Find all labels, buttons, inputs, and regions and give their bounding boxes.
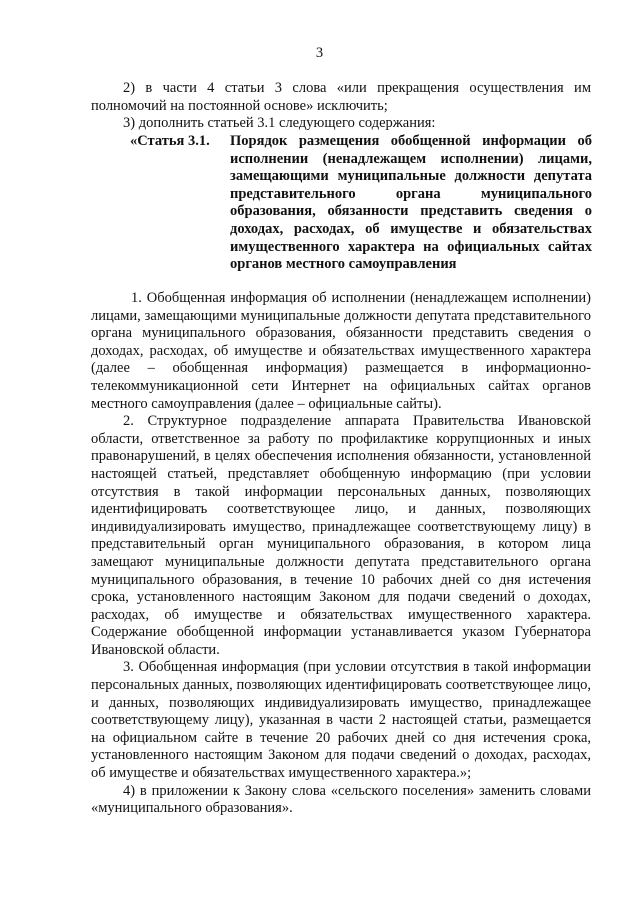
- paragraph-part-2: 2. Структурное подразделение аппарата Правительства Ивановской области, ответственное за работу по профилактике коррупционных и иных правонарушений, в целях обеспечения исполнения обязанности, установленной настоящей статьей, представляет обобщенную информацию (при условии отсутствия в такой информации персональных данных, позволяющих идентифицировать соответствующее лицо, и данных, позволяющих индивидуализировать имущество, принадлежащее соответствующему лицу) в представительный орган муниципального образования, в котором лица замещают муниципальные должности депутата представительного органа муниципального образования, в течение 10 рабочих дней со дня истечения срока, установленного настоящим Законом для подачи сведений о доходах, расходах, об имуществе и обязательствах имущественного характера. Содержание обобщенной информации устанавливается указом Губернатора Ивановской области.: [91, 413, 591, 658]
- paragraph-amendment-4: 4) в приложении к Закону слова «сельского поселения» заменить словами «муниципального образования».: [91, 782, 591, 817]
- article-title: Порядок размещения обобщенной информации об исполнении (ненадлежащем исполнении) лицами, замещающими муниципальные должности депутата представительного органа муниципального образования, обязанности представить сведения о доходах, расходах, об имуществе и обязательствах имущественного характера на официальных сайтах органов местного самоуправления: [230, 133, 592, 273]
- paragraph-amendment-3: 3) дополнить статьей 3.1 следующего содержания:: [123, 115, 436, 132]
- intro-section: [91, 80, 591, 133]
- paragraph-part-1: 1. Обобщенная информация об исполнении (ненадлежащем исполнении) лицами, замещающими муниципальные должности депутата представительного органа муниципального образования, обязанности представить сведения о доходах, расходах, об имуществе и обязательствах имущественного характера (далее – обобщенная информация) размещается в информационно-телекоммуникационной сети Интернет на официальных сайтах органов местного самоуправления (далее – официальные сайты).: [91, 290, 591, 412]
- article-body: [91, 290, 591, 818]
- paragraph-part-3: 3. Обобщенная информация (при условии отсутствия в такой информации персональных данных, позволяющих идентифицировать соответствующее лицо, и данных, позволяющих индивидуализировать имущество, принадлежащее соответствующему лицу), указанная в части 2 настоящей статьи, размещается на официальном сайте в течение 20 рабочих дней со дня истечения срока, установленного настоящим Законом для подачи сведений о доходах, расходах, об имуществе и обязательствах имущественного характера.»;: [91, 659, 591, 782]
- paragraph-amendment-2: 2) в части 4 статьи 3 слова «или прекращения осуществления им полномочий на постоянной основе» исключить;: [91, 80, 591, 114]
- page-number: 3: [315, 45, 324, 61]
- article-label: «Статья 3.1.: [130, 133, 210, 149]
